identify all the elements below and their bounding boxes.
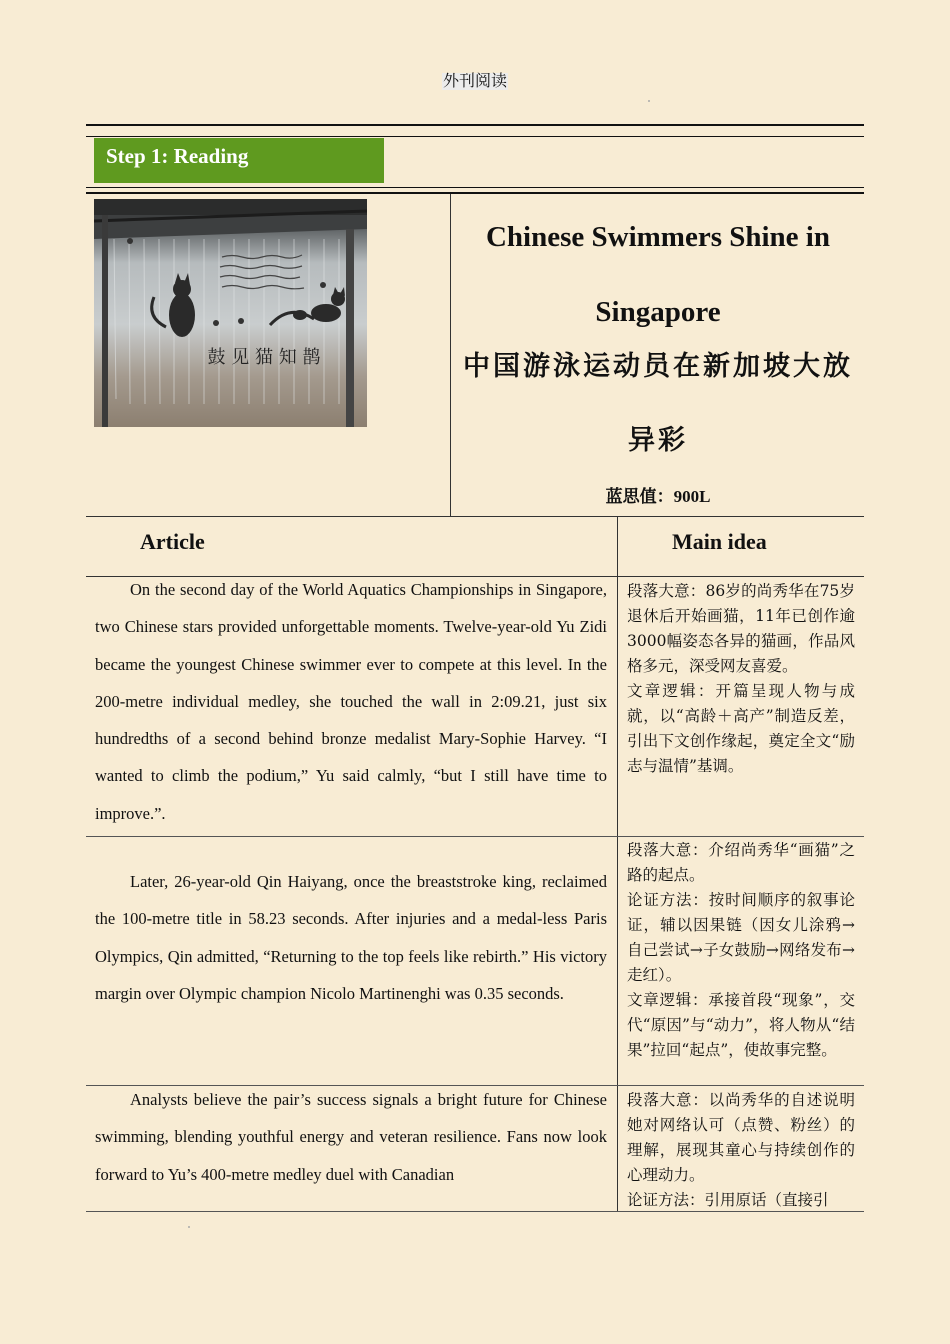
decor-dot <box>188 1226 190 1228</box>
row-divider-1 <box>86 836 864 837</box>
main-idea-2-logic: 文章逻辑：承接首段“现象”，交代“原因”与“动力”，将人物从“结果”拉回“起点”，使故事完整。 <box>627 991 855 1059</box>
table-column-divider <box>617 516 618 1211</box>
article-paragraph-2: Later, 26-year-old Qin Haiyang, once the breaststroke king, reclaimed the 100-metre title in 58.23 seconds. After injuries and a medal-less Paris Olympics, Qin admitted, “Returning to the top feels like rebirth.” His victory margin over Olympic champion Nicolo Martinenghi was 0.35 seconds. <box>95 872 607 1003</box>
mid-rule-thin <box>86 187 864 188</box>
title-chinese: 中国游泳运动员在新加坡大放异彩 <box>463 351 853 456</box>
step-label-box <box>94 138 384 183</box>
main-idea-1 <box>627 579 855 779</box>
article-paragraph-1: On the second day of the World Aquatics Championships in Singapore, two Chinese stars provided unforgettable moments. Twelve-year-old Yu Zidi became the youngest Chinese swimmer ever to compete at this level. In the 200-metre individual medley, she touched the wall in 2:09.21, just six hundredths of a second behind bronze medalist Mary-Sophie Harvey. “I wanted to climb the podium,” Yu said calmly, “but I still have time to improve.”. <box>95 580 607 823</box>
main-idea-3-summary: 段落大意：以尚秀华的自述说明她对网络认可（点赞、粉丝）的理解，展现其童心与持续创作的心理动力。 <box>627 1091 855 1184</box>
photo-illustration <box>94 199 367 427</box>
main-idea-2-method: 论证方法：按时间顺序的叙事论证，辅以因果链（因女儿涂鸦→自己尝试→子女鼓励→网络发布→走红）。 <box>627 891 855 984</box>
header-title: 外刊阅读 <box>442 73 507 90</box>
article-paragraph-3: Analysts believe the pair’s success signals a bright future for Chinese swimming, blending youthful energy and veteran resilience. Fans now look forward to Yu’s 400-metre medley duel with Canadian <box>95 1090 607 1184</box>
page-header <box>0 68 950 91</box>
top-rule-thick <box>86 124 864 126</box>
title-english: Chinese Swimmers Shine in Singapore <box>485 221 830 328</box>
main-idea-3-method: 论证方法：引用原话（直接引 <box>627 1191 829 1209</box>
step-label: Step 1: Reading <box>106 144 249 168</box>
decor-dot <box>648 100 650 102</box>
table-bottom-border <box>86 1211 864 1212</box>
main-idea-1-summary: 段落大意：86岁的尚秀华在75岁退休后开始画猫，11年已创作逾3000幅姿态各异的猫画，作品风格多元，深受网友喜爱。 <box>627 582 855 675</box>
top-rule-thin <box>86 136 864 137</box>
photo-sign-text: 鼓 见 猫 知 鹊 <box>207 347 321 368</box>
column-header-article: Article <box>140 529 205 554</box>
main-idea-2 <box>627 838 855 1063</box>
main-idea-1-logic: 文章逻辑：开篇呈现人物与成就，以“高龄＋高产”制造反差，引出下文创作缘起，奠定全文“励志与温情”基调。 <box>627 682 855 775</box>
main-idea-2-summary: 段落大意：介绍尚秀华“画猫”之路的起点。 <box>627 841 855 884</box>
title-divider <box>450 194 451 516</box>
column-header-main-idea: Main idea <box>672 529 767 554</box>
main-idea-3 <box>627 1088 855 1213</box>
lexile-level: 蓝思值：900L <box>605 487 711 506</box>
article-photo <box>94 199 367 427</box>
